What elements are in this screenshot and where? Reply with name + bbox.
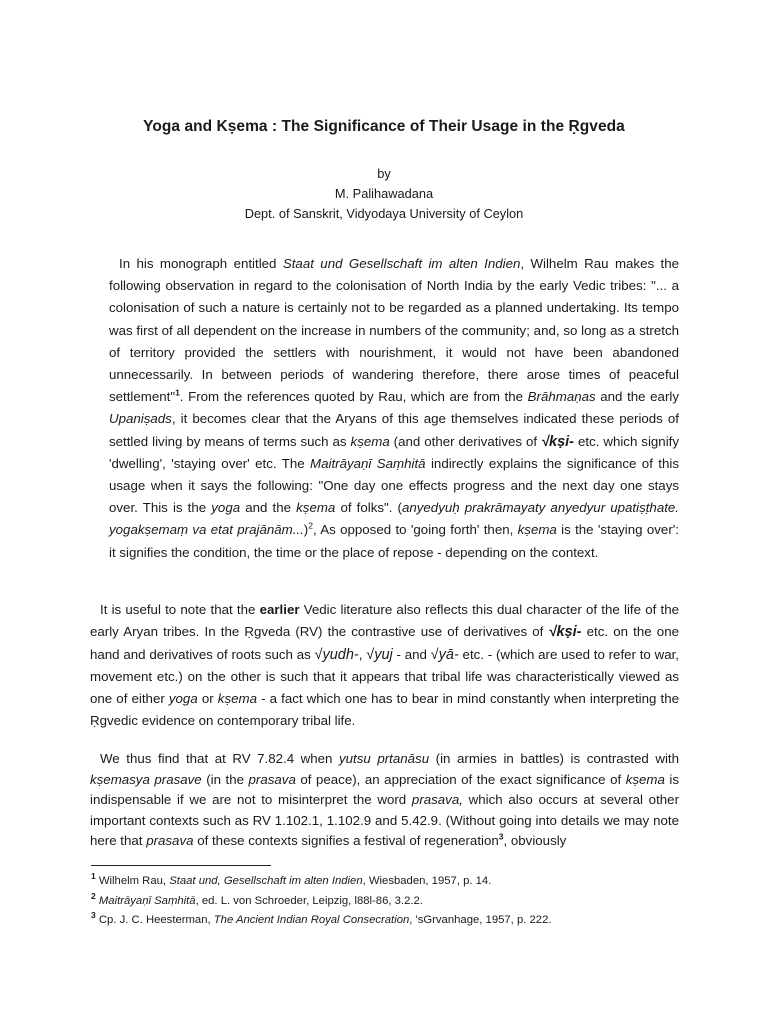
text-run: We thus find that at RV 7.82.4 when — [100, 751, 340, 766]
text-run: etc. which signify 'dwelling', 'staying over' etc. The — [109, 433, 679, 471]
term: prasava, — [411, 792, 463, 807]
footnote-title: Staat und, Gesellschaft im alten Indien — [169, 875, 363, 887]
root-term: √yudh- — [314, 646, 359, 663]
text-run: (and other derivatives of — [389, 433, 542, 449]
text-run: which also occurs at several other important contexts such as RV 1.102.1, 1.102.9 and 5.42.9. (Without going into details we may note here that — [90, 792, 679, 848]
root-term: √kṣi- — [541, 433, 575, 450]
text-run: - a fact which one has to bear in mind constantly when interpreting the Ṛgvedic evidence on contemporary tribal life. — [90, 691, 679, 729]
footnote-3 — [91, 911, 681, 931]
text-run: - and — [392, 646, 431, 662]
text-run: Vedic literature also reflects this dual character of the life of the early Aryan tribes. In the Ṛgveda (RV) the contrastive use of derivatives of — [90, 602, 679, 640]
footnote-ref-2: 2 — [308, 521, 313, 532]
footnote-1 — [91, 872, 681, 892]
term: kṣema — [517, 522, 557, 538]
text-run: etc. on the one hand and derivatives of roots such as — [90, 624, 679, 662]
text-run: and the — [240, 500, 297, 516]
footnote-number: 3 — [91, 910, 96, 921]
text-run: indirectly explains the significance of this usage when it says the following: "One day one effects progress and the next day one stays over. This is the — [109, 455, 679, 516]
footnote-text: , 'sGrvanhage, 1957, p. 222. — [409, 914, 552, 926]
footnote-text: Cp. J. C. Heesterman, — [98, 914, 214, 926]
term: Brāhmaṇas — [527, 389, 596, 405]
term: yoga — [168, 691, 198, 707]
root-term: √kṣi- — [548, 624, 582, 641]
footnote-2 — [91, 892, 681, 912]
text-run: , Wilhelm Rau makes the following observation in regard to the colonisation of North India by the early Vedic tribes: "... a colonisation of such a nature is certainly not to be regarded as a planned undertaking. Its tempo was first of all dependent on the increase in numbers of the community; and, so long as a stretch of territory provided the settlers with nourishment, it would not have been abandoned unnecessarily. In between periods of wandering therefore, there arose times of peaceful settlement" — [109, 256, 680, 405]
paper-title: Yoga and Kṣema : The Significance of Their Usage in the Ṛgveda — [143, 118, 625, 135]
term: kṣemasya prasave — [90, 771, 202, 787]
footnote-title: Maitrāyaṇī Saṃhitā — [98, 894, 196, 907]
term: yutsu prtanāsu — [339, 751, 430, 766]
footnote-ref-3: 3 — [498, 831, 504, 842]
footnote-number: 2 — [91, 890, 96, 901]
text-run: and the early — [595, 389, 679, 405]
text-run: or — [197, 691, 218, 707]
footnote-ref-1: 1 — [175, 387, 180, 398]
paragraph-2 — [90, 599, 679, 733]
emphasis: earlier — [259, 602, 300, 617]
root-term: √yā- — [430, 646, 459, 663]
text-run: ) — [303, 522, 309, 538]
text-run: of these contexts signifies a festival of regeneration — [193, 833, 499, 848]
root-term: √yuj — [366, 646, 393, 663]
footnote-number: 1 — [91, 871, 96, 882]
text-run: (in armies in battles) is contrasted with — [429, 751, 679, 766]
footnote-title: The Ancient Indian Royal Consecration — [213, 914, 410, 926]
text-run: is indispensable if we are not to misinterpret the word — [90, 771, 679, 807]
text-run: of peace), an appreciation of the exact significance of — [295, 771, 626, 787]
author-affiliation: Dept. of Sanskrit, Vidyodaya University of Ceylon — [244, 206, 524, 221]
text-run: , obviously — [503, 833, 567, 848]
book-title: Staat und Gesellschaft im alten Indien — [282, 256, 521, 271]
text-run: is the 'staying over': it signifies the condition, the time or the place of repose - depending on the context. — [109, 522, 679, 560]
term: prasava — [146, 833, 194, 848]
text-run: (in the — [201, 771, 249, 787]
author-name: M. Palihawadana — [334, 186, 434, 201]
term: kṣema — [350, 433, 390, 449]
text-run: In his monograph entitled — [119, 256, 283, 271]
sanskrit-quote: anyedyuḥ prakrāmayaty anyedyur upatiṣṭhate. yogakṣemaṃ va etat prajānām... — [109, 500, 679, 538]
term: prasava — [248, 771, 296, 787]
text-run: , it becomes clear that the Aryans of this age themselves indicated these periods of settled living by means of terms such as — [109, 411, 679, 449]
term: Maitrāyaṇī Saṃhitā — [310, 455, 426, 471]
footnotes — [91, 872, 681, 931]
byline — [0, 164, 768, 224]
text-run: , As opposed to 'going forth' then, — [312, 522, 518, 538]
footnote-text: , ed. L. von Schroeder, Leipzig, l88l-86, 3.2.2. — [195, 894, 423, 907]
term: yoga — [211, 500, 241, 516]
footnote-divider — [91, 865, 271, 866]
footnote-text: Wilhelm Rau, — [98, 875, 170, 887]
text-run: etc. - (which are used to refer to war, movement etc.) on the other is such that it appears that tribal life was characteristically viewed as one of either — [90, 646, 679, 707]
text-run: . From the references quoted by Rau, which are from the — [179, 389, 528, 405]
paragraph-3 — [90, 749, 679, 852]
text-run: It is useful to note that the — [100, 602, 260, 617]
by-label: by — [377, 166, 391, 181]
text-run: of folks". ( — [335, 500, 402, 516]
term: kṣema — [296, 500, 336, 516]
paragraph-1 — [109, 253, 679, 564]
term: Upaniṣads — [109, 411, 172, 427]
footnote-text: , Wiesbaden, 1957, p. 14. — [362, 875, 492, 887]
text-run: , — [358, 646, 367, 662]
term: kṣema — [217, 691, 257, 707]
term: kṣema — [625, 771, 665, 787]
